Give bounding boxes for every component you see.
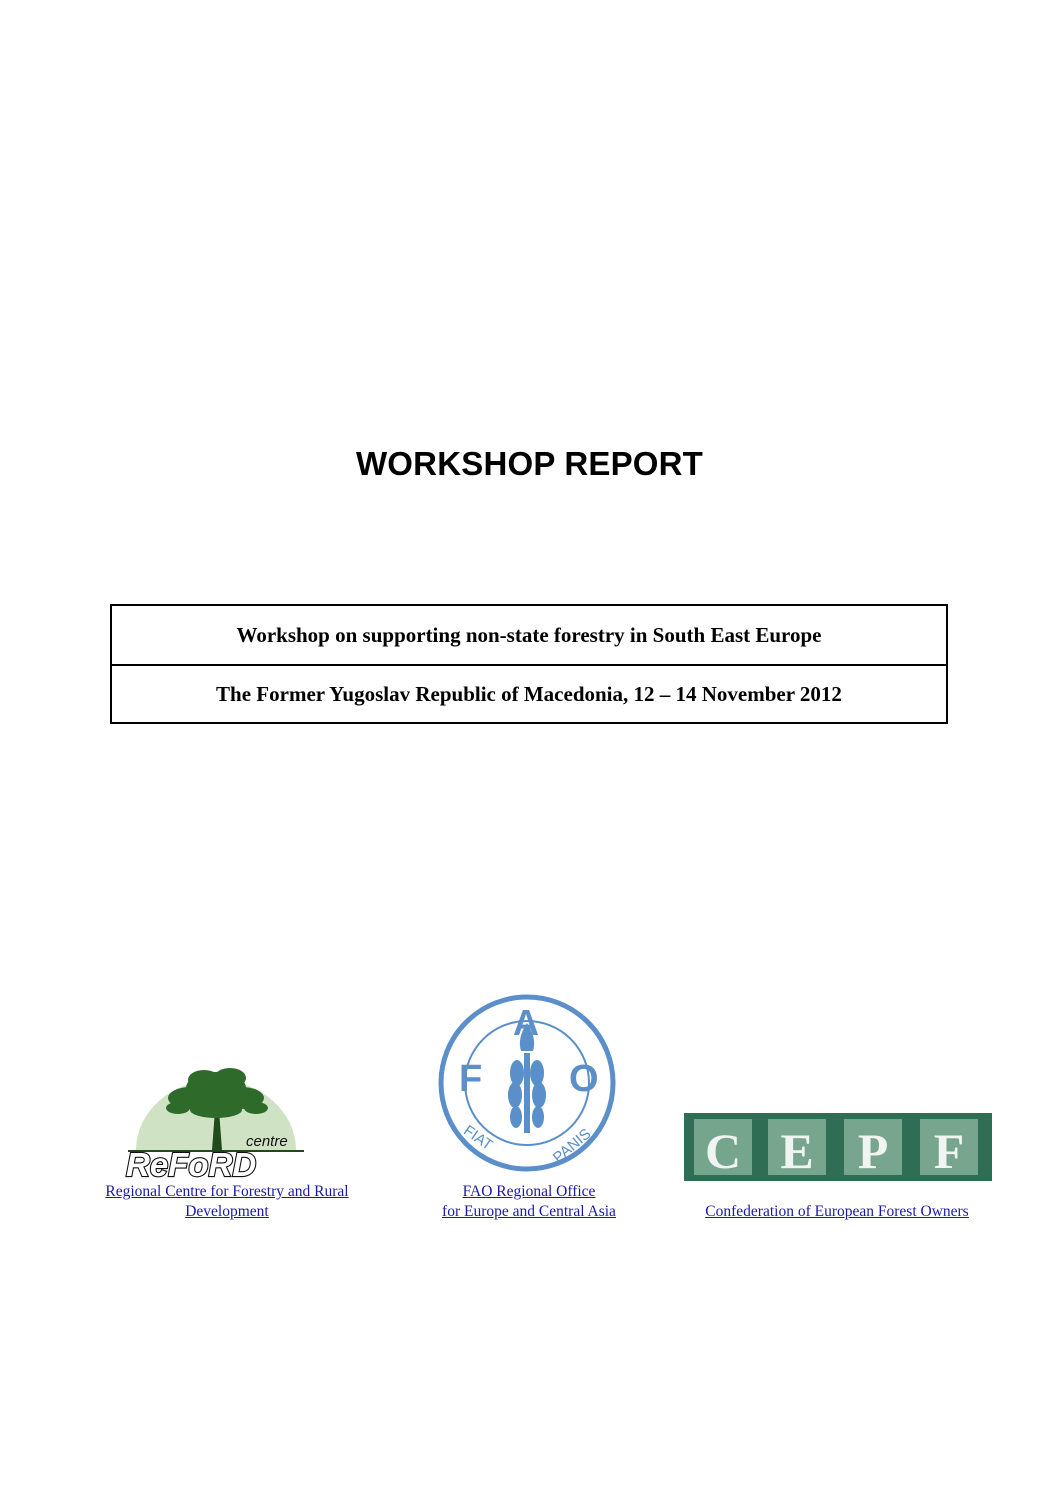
fao-motto-left: FIAT bbox=[460, 1122, 496, 1154]
cepf-caption-line1[interactable]: Confederation of European Forest Owners bbox=[705, 1203, 969, 1220]
reford-caption-line2[interactable]: Development bbox=[185, 1203, 269, 1220]
fao-motto-right: PANIS bbox=[549, 1125, 595, 1167]
fao-letter-o: O bbox=[569, 1058, 599, 1100]
cepf-letter-f: F bbox=[933, 1123, 965, 1179]
workshop-name: Workshop on supporting non-state forestry in South East Europe bbox=[236, 622, 822, 647]
workshop-location-dates: The Former Yugoslav Republic of Macedonia, 12 – 14 November 2012 bbox=[112, 664, 946, 722]
fao-logo bbox=[437, 993, 617, 1173]
fao-caption-line2[interactable]: for Europe and Central Asia bbox=[442, 1203, 616, 1220]
workshop-info-box bbox=[110, 604, 948, 724]
fao-letter-f: F bbox=[459, 1058, 483, 1100]
cepf-letter-c: C bbox=[704, 1123, 742, 1179]
page-title: WORKSHOP REPORT bbox=[355, 445, 704, 482]
fao-caption-line1[interactable]: FAO Regional Office bbox=[462, 1183, 596, 1200]
fao-letter-a: A bbox=[513, 1002, 539, 1043]
reford-caption-line1[interactable]: Regional Centre for Forestry and Rural bbox=[105, 1183, 349, 1200]
fao-caption[interactable] bbox=[404, 1182, 654, 1222]
cepf-letter-p: P bbox=[857, 1123, 889, 1179]
reford-caption[interactable] bbox=[72, 1182, 382, 1222]
reford-logo-small-text: centre bbox=[246, 1133, 288, 1150]
reford-logo bbox=[118, 1058, 314, 1180]
reford-logo-main-text: ReFoRD bbox=[126, 1146, 257, 1180]
cepf-letter-e: E bbox=[780, 1123, 814, 1179]
cepf-logo bbox=[684, 1113, 992, 1181]
cepf-caption[interactable] bbox=[674, 1202, 1000, 1222]
